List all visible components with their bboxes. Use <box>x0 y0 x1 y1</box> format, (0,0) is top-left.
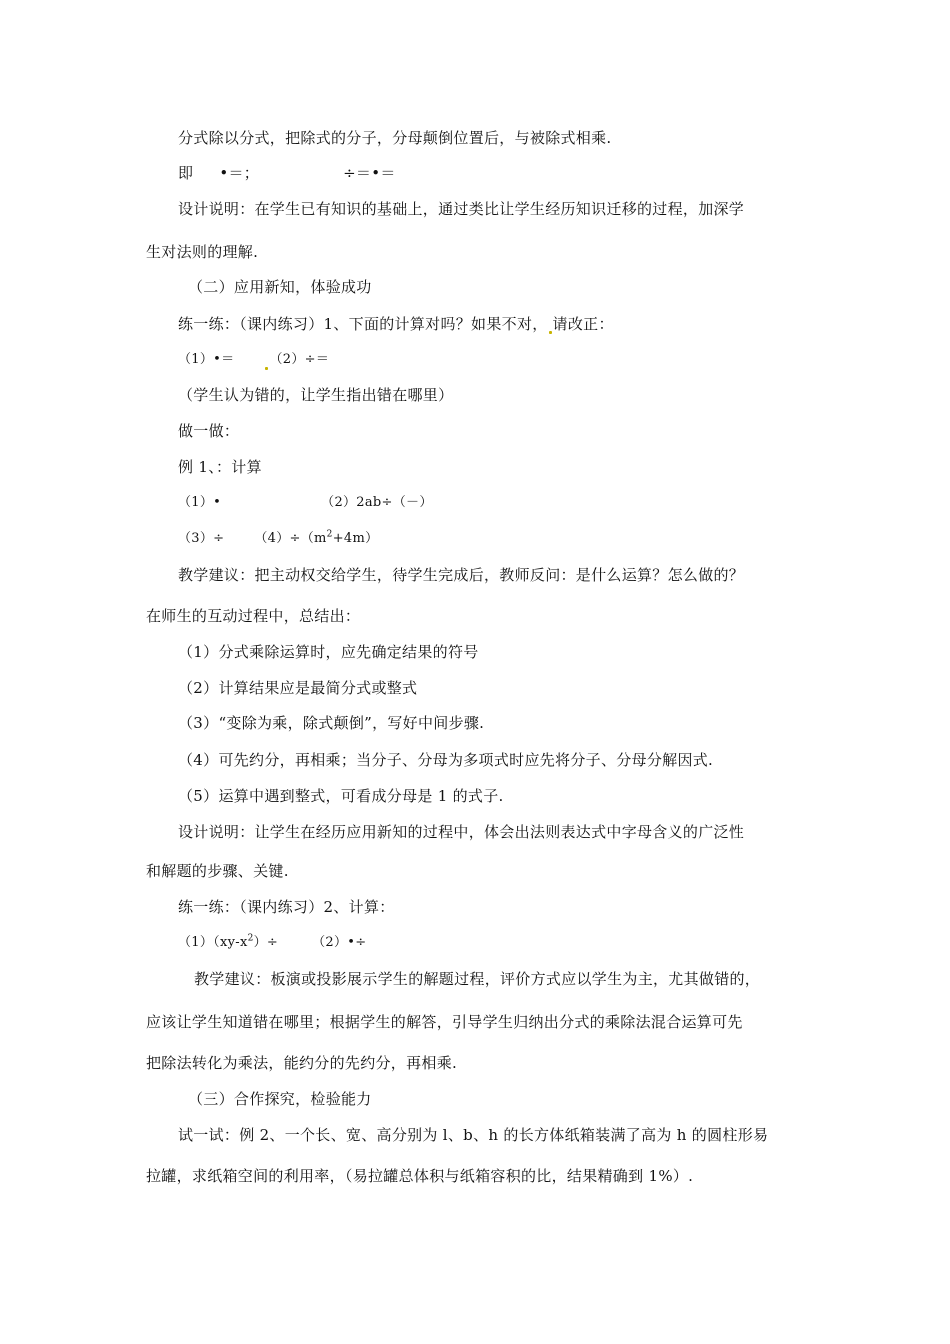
practice-1 <box>178 314 614 334</box>
formula-multiply: •＝； <box>219 164 260 182</box>
teaching-advice-1-text: 教学建议：把主动权交给学生，待学生完成后，教师反问：是什么运算？怎么做的？ <box>178 566 745 584</box>
teaching-advice-2-cont-2-text: 把除法转化为乘法，能约分的先约分，再相乘. <box>146 1054 458 1072</box>
student-note <box>178 385 453 405</box>
practice-2 <box>178 897 395 917</box>
do-it-heading-text: 做一做： <box>178 422 240 440</box>
design-note-2-text: 设计说明：让学生在经历应用新知的过程中，体会出法则表达式中字母含义的广泛性 <box>178 823 745 841</box>
example-1-heading <box>178 457 262 477</box>
summary-2 <box>178 678 417 698</box>
practice-2-item-1: （1）（xy-x <box>178 935 248 950</box>
example-1-item-1: （1）• <box>178 495 222 510</box>
section-heading-2-text: （二）应用新知，体验成功 <box>188 278 372 296</box>
summary-3 <box>178 713 484 733</box>
superscript-2: 2 <box>247 933 254 944</box>
section-heading-3 <box>188 1089 372 1109</box>
design-note-2-cont <box>146 861 289 881</box>
teaching-advice-1-cont-text: 在师生的互动过程中，总结出： <box>146 607 361 625</box>
summary-3-text: （3）“变除为乘，除式颠倒”，写好中间步骤. <box>178 714 485 732</box>
text-ji: 即 <box>178 164 194 182</box>
mark-dot <box>549 331 552 334</box>
teaching-advice-2-cont-2 <box>146 1053 457 1073</box>
text-rule: 分式除以分式，把除式的分子，分母颠倒位置后，与被除式相乘. <box>178 129 612 147</box>
practice-1-item-1: （1）•＝ <box>178 352 235 367</box>
design-note-1 <box>178 199 744 219</box>
formula-line <box>178 163 396 183</box>
student-note-text: （学生认为错的，让学生指出错在哪里） <box>178 386 454 404</box>
section-heading-3-text: （三）合作探究，检验能力 <box>188 1090 372 1108</box>
design-note-2-cont-text: 和解题的步骤、关键. <box>146 862 289 880</box>
example-1-item-2: （2）2ab÷（－） <box>321 495 433 510</box>
example-2-cont <box>146 1166 693 1186</box>
teaching-advice-2-cont-1-text: 应该让学生知道错在哪里；根据学生的解答，引导学生归纳出分式的乘除法混合运算可先 <box>146 1013 743 1031</box>
practice-1-text: 练一练：（课内练习）1、下面的计算对吗？如果不对， <box>178 315 548 333</box>
summary-1 <box>178 642 479 662</box>
summary-5-text: （5）运算中遇到整式，可看成分母是 1 的式子. <box>178 787 504 805</box>
teaching-advice-2-text: 教学建议：板演或投影展示学生的解题过程，评价方式应以学生为主，尤其做错的， <box>194 970 761 988</box>
example-1-item-4-end: +4m） <box>332 531 379 546</box>
summary-4-text: （4）可先约分，再相乘；当分子、分母为多项式时应先将分子、分母分解因式. <box>178 751 714 769</box>
practice-1-items <box>178 350 329 370</box>
example-1-item-4: （4）÷（m <box>254 531 327 546</box>
summary-5 <box>178 786 504 806</box>
teaching-advice-1 <box>178 565 744 585</box>
teaching-advice-2-cont-1 <box>146 1012 743 1032</box>
example-2 <box>178 1125 768 1145</box>
practice-2-item-2: （2）•÷ <box>312 935 367 950</box>
design-note-1-cont-text: 生对法则的理解. <box>146 243 259 261</box>
example-2-cont-text: 拉罐，求纸箱空间的利用率，（易拉罐总体积与纸箱容积的比，结果精确到 1%）. <box>146 1167 694 1185</box>
example-2-text: 试一试：例 2、一个长、宽、高分别为 l、b、h 的长方体纸箱装满了高为 h 的圆柱形易 <box>178 1126 769 1144</box>
practice-2-items <box>178 933 366 953</box>
example-1-row-2 <box>178 529 378 549</box>
practice-1-text-end: 请改正： <box>552 315 614 333</box>
teaching-advice-1-cont <box>146 606 360 626</box>
summary-1-text: （1）分式乘除运算时，应先确定结果的符号 <box>178 643 479 661</box>
design-note-2 <box>178 822 744 842</box>
practice-2-text: 练一练：（课内练习）2、计算： <box>178 898 395 916</box>
summary-2-text: （2）计算结果应是最简分式或整式 <box>178 679 418 697</box>
example-1-row-1 <box>178 493 433 513</box>
superscript-2: 2 <box>326 529 333 540</box>
example-1-heading-text: 例 1、：计算 <box>178 458 262 476</box>
design-note-1-cont <box>146 242 258 262</box>
section-heading-2 <box>188 277 372 297</box>
practice-2-item-1-end: ）÷ <box>253 935 279 950</box>
mark-dot <box>265 367 268 370</box>
teaching-advice-2 <box>194 969 760 989</box>
summary-4 <box>178 750 713 770</box>
example-1-item-3: （3）÷ <box>178 531 225 546</box>
practice-1-item-2: （2）÷＝ <box>269 352 330 367</box>
design-note-1-text: 设计说明：在学生已有知识的基础上，通过类比让学生经历知识迁移的过程，加深学 <box>178 200 745 218</box>
paragraph-rule <box>178 128 611 148</box>
formula-divide: ÷＝•＝ <box>343 164 396 182</box>
do-it-heading <box>178 421 239 441</box>
